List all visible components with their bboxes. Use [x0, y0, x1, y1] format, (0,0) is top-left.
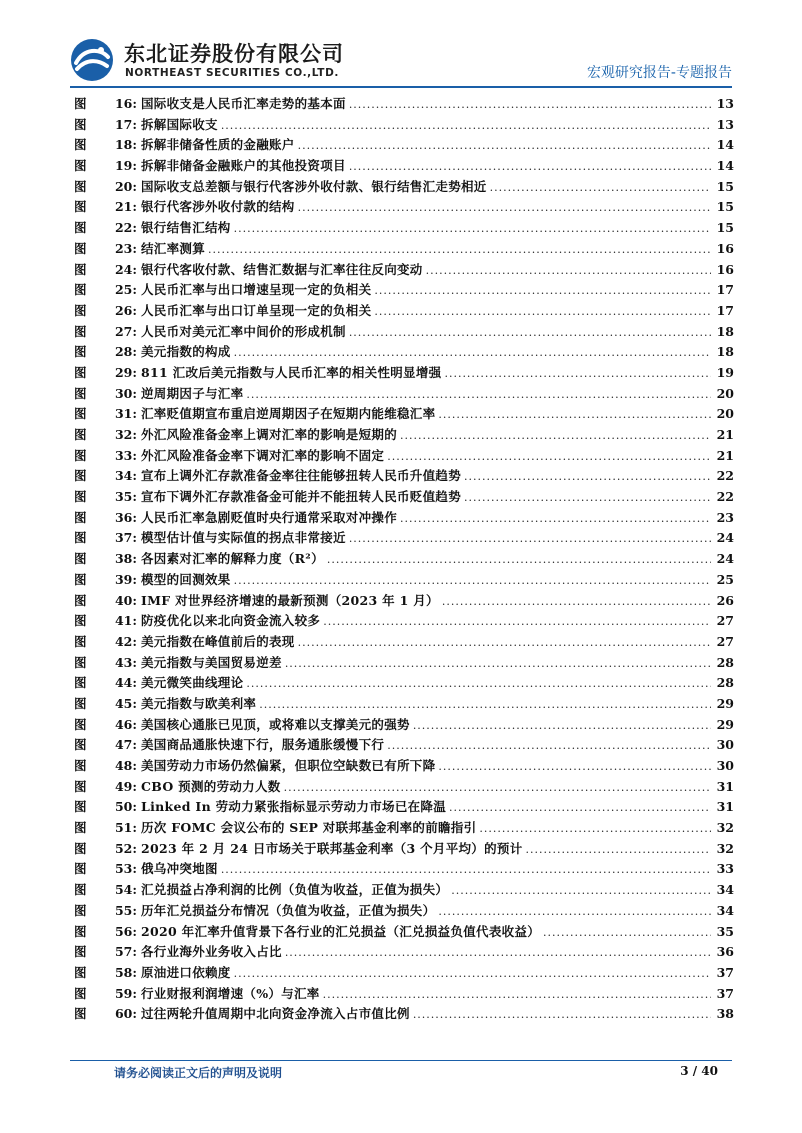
figure-number: 52: [114, 840, 137, 856]
figure-index-entry[interactable] [74, 818, 734, 839]
dot-leader [374, 305, 711, 318]
figure-title: 拆解非储备性质的金融账户 [141, 137, 295, 153]
dot-leader [374, 284, 711, 297]
figure-number: 43: [114, 654, 137, 670]
figure-page-number: 17 [716, 282, 734, 298]
figure-title: 国际收支总差额与银行代客涉外收付款、银行结售汇走势相近 [141, 178, 487, 194]
figure-label: 图 [74, 861, 87, 877]
figure-page-number: 30 [716, 758, 734, 773]
figure-label: 图 [74, 1006, 87, 1022]
dot-leader [400, 429, 711, 442]
figure-title: CBO 预测的劳动力人数 [141, 778, 281, 794]
dot-leader [413, 719, 711, 732]
figure-page-number: 31 [716, 778, 734, 794]
figure-number: 22: [114, 220, 137, 236]
figure-index-entry[interactable] [74, 777, 734, 798]
figure-title: 国际收支是人民币汇率走势的基本面 [141, 96, 346, 111]
dot-leader [349, 160, 711, 173]
figure-number: 58: [114, 964, 137, 980]
figure-label: 图 [74, 675, 87, 691]
figure-title: 原油进口依赖度 [141, 964, 231, 980]
figure-page-number: 22 [716, 468, 734, 484]
figure-page-number: 28 [716, 654, 734, 670]
dot-leader [349, 326, 711, 339]
dot-leader [234, 967, 711, 980]
figure-number: 33: [114, 447, 137, 463]
figure-index-entry[interactable] [74, 1004, 734, 1025]
figure-page-number: 34 [716, 902, 734, 918]
figure-page-number: 20 [716, 406, 734, 422]
figure-page-number: 15 [716, 199, 734, 215]
figure-page-number: 13 [716, 96, 734, 111]
figure-number: 42: [114, 633, 137, 649]
figure-number: 34: [114, 468, 137, 484]
figure-index-entry[interactable] [74, 260, 734, 281]
figure-number: 32: [114, 427, 137, 442]
figure-number: 48: [114, 758, 137, 773]
dot-leader [387, 739, 711, 752]
figure-index-entry[interactable] [74, 177, 734, 198]
figure-label: 图 [74, 840, 87, 856]
figure-title: 美国商品通胀快速下行，服务通胀缓慢下行 [141, 737, 385, 753]
figure-index-entry[interactable] [74, 508, 734, 529]
figure-label: 图 [74, 261, 87, 277]
figure-index-entry[interactable] [74, 673, 734, 694]
figure-number: 45: [114, 695, 137, 711]
figure-title: IMF 对世界经济增速的最新预测（2023 年 1 月） [141, 592, 439, 608]
figure-label: 图 [74, 778, 87, 794]
figure-index-entry[interactable] [74, 425, 734, 446]
dot-leader [234, 574, 711, 587]
figure-title: 人民币汇率与出口增速呈现一定的负相关 [141, 282, 372, 298]
figure-title: 拆解国际收支 [141, 116, 218, 132]
dot-leader [327, 553, 711, 566]
figure-label: 图 [74, 654, 87, 670]
figure-label: 图 [74, 220, 87, 236]
figure-number: 44: [114, 675, 137, 691]
dot-leader [285, 657, 711, 670]
figure-number: 23: [114, 240, 137, 256]
figure-index-entry[interactable] [74, 218, 734, 239]
figure-label: 图 [74, 592, 87, 608]
figure-index-entry[interactable] [74, 901, 734, 922]
figure-index-entry[interactable] [74, 301, 734, 322]
figure-number: 37: [114, 530, 137, 546]
figure-number: 46: [114, 716, 137, 732]
figure-number: 28: [114, 344, 137, 360]
figure-title: 历次 FOMC 会议公布的 SEP 对联邦基金利率的前瞻指引 [141, 820, 477, 836]
figure-title: 汇兑损益占净利润的比例（负值为收益，正值为损失） [141, 882, 449, 898]
figure-number: 56: [114, 923, 137, 939]
figure-index-entry[interactable] [74, 487, 734, 508]
figure-title: 2023 年 2 月 24 日市场关于联邦基金利率（3 个月平均）的预计 [141, 840, 523, 856]
figure-index-entry[interactable] [74, 342, 734, 363]
figure-label: 图 [74, 530, 87, 546]
figure-page-number: 37 [716, 964, 734, 980]
figure-label: 图 [74, 96, 87, 111]
dot-leader [543, 926, 711, 939]
figure-index-entry[interactable] [74, 880, 734, 901]
figure-title: 各因素对汇率的解释力度（R²） [141, 551, 324, 567]
figure-page-number: 14 [716, 158, 734, 174]
figure-number: 55: [114, 902, 137, 918]
figure-number: 47: [114, 737, 137, 753]
figure-title: 美元指数与欧美利率 [141, 695, 257, 711]
figure-page-number: 34 [716, 882, 734, 898]
figure-label: 图 [74, 799, 87, 815]
figure-label: 图 [74, 882, 87, 898]
figure-title: 美国核心通胀已见顶，或将难以支撑美元的强势 [141, 716, 410, 732]
figure-page-number: 24 [716, 530, 734, 546]
figure-label: 图 [74, 447, 87, 463]
figure-number: 35: [114, 489, 137, 505]
figure-index-entry[interactable] [74, 404, 734, 425]
dot-leader [442, 595, 711, 608]
figure-label: 图 [74, 427, 87, 442]
figure-number: 21: [114, 199, 137, 215]
figure-index-entry[interactable] [74, 363, 734, 384]
figure-page-number: 36 [716, 944, 734, 960]
figure-title: 历年汇兑损益分布情况（负值为收益，正值为损失） [141, 902, 436, 918]
figure-title: 银行代客收付款、结售汇数据与汇率往往反向变动 [141, 261, 423, 277]
figure-title: 外汇风险准备金率上调对汇率的影响是短期的 [141, 427, 398, 442]
figure-index-entry[interactable] [74, 942, 734, 963]
figure-label: 图 [74, 551, 87, 567]
figure-number: 60: [114, 1006, 137, 1022]
figure-title: 人民币对美元汇率中间价的形成机制 [141, 323, 346, 339]
figure-page-number: 18 [716, 344, 734, 360]
figure-title: 811 汇改后美元指数与人民币汇率的相关性明显增强 [141, 364, 442, 380]
figure-number: 31: [114, 406, 137, 422]
figure-label: 图 [74, 509, 87, 525]
figure-label: 图 [74, 695, 87, 711]
figure-title: 行业财报利润增速（%）与汇率 [141, 985, 320, 1001]
figure-title: 俄乌冲突地图 [141, 861, 218, 877]
dot-leader [298, 636, 711, 649]
figure-number: 57: [114, 944, 137, 960]
figure-page-number: 24 [716, 551, 734, 567]
dot-leader [426, 264, 711, 277]
dot-leader [234, 222, 711, 235]
figure-number: 16: [114, 96, 137, 111]
footer-divider [70, 1060, 732, 1061]
figure-title: 宣布下调外汇存款准备金可能并不能扭转人民币贬值趋势 [141, 489, 462, 505]
dot-leader [413, 1008, 711, 1021]
figure-label: 图 [74, 613, 87, 629]
figure-index-entry[interactable] [74, 322, 734, 343]
dot-leader [349, 98, 711, 111]
figure-title: 防疫优化以来北向资金流入较多 [141, 613, 321, 629]
dot-leader [285, 946, 711, 959]
figure-page-number: 16 [716, 261, 734, 277]
figure-label: 图 [74, 944, 87, 960]
figure-index-entry[interactable] [74, 632, 734, 653]
figure-page-number: 27 [716, 633, 734, 649]
figure-number: 26: [114, 302, 137, 318]
figure-number: 59: [114, 985, 137, 1001]
dot-leader [284, 781, 711, 794]
figure-page-number: 31 [716, 799, 734, 815]
figure-number: 29: [114, 364, 137, 380]
figure-number: 41: [114, 613, 137, 629]
figure-index-entry[interactable] [74, 611, 734, 632]
figure-index-entry[interactable] [74, 197, 734, 218]
figure-number: 20: [114, 178, 137, 194]
dot-leader [464, 470, 711, 483]
figure-index-entry[interactable] [74, 797, 734, 818]
figure-label: 图 [74, 282, 87, 298]
figure-index-entry[interactable] [74, 115, 734, 136]
figure-title: 美元指数在峰值前后的表现 [141, 633, 295, 649]
figure-title: 美元微笑曲线理论 [141, 675, 244, 691]
figure-page-number: 13 [716, 116, 734, 132]
dot-leader [438, 408, 711, 421]
dot-leader [438, 760, 711, 773]
dot-leader [246, 388, 711, 401]
figure-label: 图 [74, 199, 87, 215]
figure-number: 18: [114, 137, 137, 153]
dot-leader [490, 181, 711, 194]
figure-title: 拆解非储备金融账户的其他投资项目 [141, 158, 346, 174]
figure-page-number: 20 [716, 385, 734, 401]
dot-leader [464, 491, 711, 504]
figure-page-number: 18 [716, 323, 734, 339]
figure-page-number: 30 [716, 737, 734, 753]
figure-label: 图 [74, 902, 87, 918]
figure-title: 美元指数的构成 [141, 344, 231, 360]
dot-leader [221, 119, 711, 132]
figure-page-number: 32 [716, 820, 734, 836]
figure-label: 图 [74, 489, 87, 505]
footer-page-number: 3 / 40 [680, 1064, 718, 1078]
report-header [70, 32, 732, 84]
figure-title: 银行代客涉外收付款的结构 [141, 199, 295, 215]
header-divider [70, 86, 732, 88]
figure-label: 图 [74, 758, 87, 773]
figure-page-number: 28 [716, 675, 734, 691]
figure-page-number: 25 [716, 571, 734, 587]
figure-title: 结汇率测算 [141, 240, 206, 256]
figure-number: 51: [114, 820, 137, 836]
dot-leader [298, 139, 711, 152]
figure-page-number: 22 [716, 489, 734, 505]
figure-label: 图 [74, 137, 87, 153]
figure-title: 模型估计值与实际值的拐点非常接近 [141, 530, 346, 546]
figure-number: 19: [114, 158, 137, 174]
figure-title: 美国劳动力市场仍然偏紧，但职位空缺数已有所下降 [141, 758, 436, 773]
figure-index-entry[interactable] [74, 549, 734, 570]
figure-page-number: 15 [716, 220, 734, 236]
figure-label: 图 [74, 633, 87, 649]
figure-index-entry[interactable] [74, 984, 734, 1005]
figure-index-entry[interactable] [74, 715, 734, 736]
dot-leader [438, 905, 711, 918]
figure-index-entry[interactable] [74, 280, 734, 301]
dot-leader [323, 988, 711, 1001]
dot-leader [526, 843, 712, 856]
figure-page-number: 14 [716, 137, 734, 153]
dot-leader [400, 512, 711, 525]
northeast-securities-logo-icon [70, 38, 114, 82]
dot-leader [234, 346, 711, 359]
figure-page-number: 26 [716, 592, 734, 608]
figure-number: 49: [114, 778, 137, 794]
dot-leader [323, 615, 711, 628]
figure-label: 图 [74, 178, 87, 194]
figure-label: 图 [74, 406, 87, 422]
dot-leader [479, 822, 711, 835]
figure-index-entry[interactable] [74, 94, 734, 115]
figure-index-entry[interactable] [74, 570, 734, 591]
figure-title: 汇率贬值期宣布重启逆周期因子在短期内能维稳汇率 [141, 406, 436, 422]
figure-label: 图 [74, 820, 87, 836]
figure-number: 30: [114, 385, 137, 401]
figure-index-entry[interactable] [74, 384, 734, 405]
figure-number: 24: [114, 261, 137, 277]
figure-page-number: 38 [716, 1006, 734, 1022]
figure-number: 25: [114, 282, 137, 298]
figure-label: 图 [74, 923, 87, 939]
company-name-en: NORTHEAST SECURITIES CO.,LTD. [125, 67, 339, 79]
figure-index-list [74, 94, 734, 1025]
figure-title: Linked In 劳动力紧张指标显示劳动力市场已在降温 [141, 799, 447, 815]
figure-number: 39: [114, 571, 137, 587]
figure-page-number: 21 [716, 427, 734, 442]
figure-page-number: 33 [716, 861, 734, 877]
figure-title: 2020 年汇率升值背景下各行业的汇兑损益（汇兑损益负值代表收益） [141, 923, 541, 939]
figure-label: 图 [74, 385, 87, 401]
dot-leader [298, 201, 711, 214]
dot-leader [451, 884, 711, 897]
figure-title: 宣布上调外汇存款准备金率往往能够扭转人民币升值趋势 [141, 468, 462, 484]
figure-label: 图 [74, 985, 87, 1001]
figure-title: 人民币汇率与出口订单呈现一定的负相关 [141, 302, 372, 318]
figure-index-entry[interactable] [74, 239, 734, 260]
figure-index-entry[interactable] [74, 694, 734, 715]
figure-index-entry[interactable] [74, 156, 734, 177]
dot-leader [208, 243, 711, 256]
figure-page-number: 19 [716, 364, 734, 380]
figure-title: 外汇风险准备金率下调对汇率的影响不固定 [141, 447, 385, 463]
figure-title: 模型的回测效果 [141, 571, 231, 587]
figure-index-entry[interactable] [74, 528, 734, 549]
figure-label: 图 [74, 323, 87, 339]
figure-index-entry[interactable] [74, 653, 734, 674]
figure-label: 图 [74, 158, 87, 174]
figure-label: 图 [74, 364, 87, 380]
dot-leader [246, 677, 711, 690]
figure-index-entry[interactable] [74, 591, 734, 612]
figure-title: 美元指数与美国贸易逆差 [141, 654, 282, 670]
figure-label: 图 [74, 240, 87, 256]
figure-label: 图 [74, 468, 87, 484]
figure-index-entry[interactable] [74, 839, 734, 860]
report-type: 宏观研究报告-专题报告 [586, 65, 732, 81]
figure-page-number: 37 [716, 985, 734, 1001]
figure-number: 40: [114, 592, 137, 608]
figure-page-number: 17 [716, 302, 734, 318]
figure-label: 图 [74, 571, 87, 587]
figure-number: 36: [114, 509, 137, 525]
figure-page-number: 16 [716, 240, 734, 256]
figure-page-number: 21 [716, 447, 734, 463]
dot-leader [444, 367, 711, 380]
figure-page-number: 35 [716, 923, 734, 939]
figure-page-number: 29 [716, 716, 734, 732]
figure-title: 逆周期因子与汇率 [141, 385, 244, 401]
figure-index-entry[interactable] [74, 756, 734, 777]
figure-index-entry[interactable] [74, 859, 734, 880]
figure-page-number: 23 [716, 509, 734, 525]
figure-title: 过往两轮升值周期中北向资金净流入占市值比例 [141, 1006, 410, 1022]
figure-index-entry[interactable] [74, 963, 734, 984]
figure-label: 图 [74, 716, 87, 732]
figure-title: 人民币汇率急剧贬值时央行通常采取对冲操作 [141, 509, 398, 525]
figure-page-number: 32 [716, 840, 734, 856]
figure-number: 53: [114, 861, 137, 877]
figure-index-entry[interactable] [74, 466, 734, 487]
dot-leader [259, 698, 711, 711]
dot-leader [349, 532, 711, 545]
figure-page-number: 27 [716, 613, 734, 629]
figure-number: 50: [114, 799, 137, 815]
figure-label: 图 [74, 344, 87, 360]
figure-label: 图 [74, 302, 87, 318]
figure-label: 图 [74, 737, 87, 753]
figure-index-entry[interactable] [74, 922, 734, 943]
figure-title: 各行业海外业务收入占比 [141, 944, 282, 960]
figure-index-entry[interactable] [74, 735, 734, 756]
figure-page-number: 15 [716, 178, 734, 194]
figure-label: 图 [74, 964, 87, 980]
figure-number: 27: [114, 323, 137, 339]
figure-index-entry[interactable] [74, 446, 734, 467]
figure-number: 54: [114, 882, 137, 898]
dot-leader [449, 801, 711, 814]
figure-title: 银行结售汇结构 [141, 220, 231, 236]
figure-label: 图 [74, 116, 87, 132]
figure-number: 38: [114, 551, 137, 567]
figure-number: 17: [114, 116, 137, 132]
company-name-cn: 东北证券股份有限公司 [124, 42, 344, 66]
figure-index-entry[interactable] [74, 135, 734, 156]
dot-leader [387, 450, 711, 463]
figure-page-number: 29 [716, 695, 734, 711]
footer-disclaimer: 请务必阅读正文后的声明及说明 [114, 1066, 283, 1080]
dot-leader [221, 863, 711, 876]
